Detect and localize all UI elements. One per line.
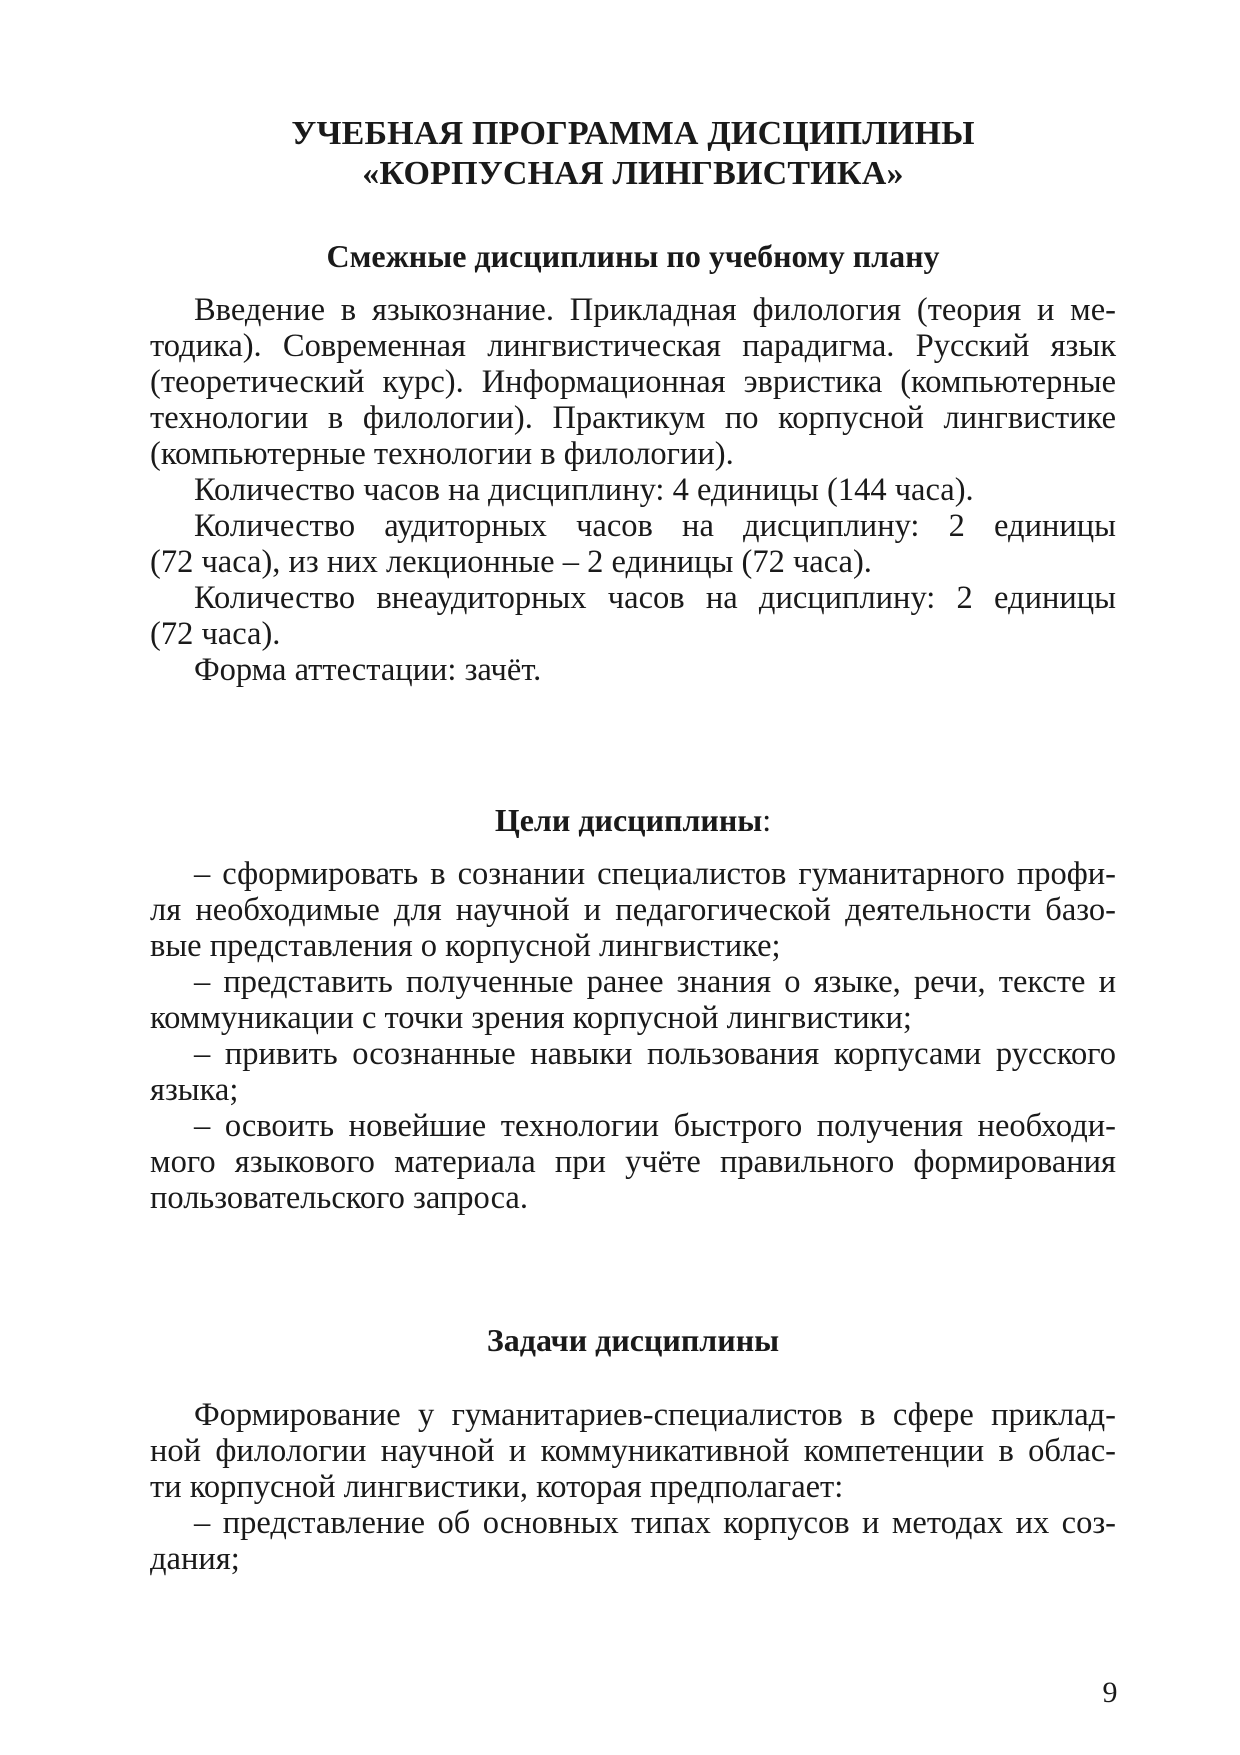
goals-line-6: – привить осознанные навыки пользования корпусами русского (194, 1036, 1116, 1072)
page-number: 9 (1102, 1676, 1118, 1709)
document-title-line-1: УЧЕБНАЯ ПРОГРАММА ДИСЦИПЛИНЫ (291, 115, 975, 152)
hours-extra-line-1: Количество внеаудиторных часов на дисциплину: 2 единицы (194, 580, 1116, 616)
goals-line-10: пользовательского запроса. (150, 1180, 528, 1216)
related-line-4: технологии в филологии). Практикум по корпусной лингвистике (150, 400, 1116, 436)
heading-related-disciplines: Смежные дисциплины по учебному плану (326, 238, 940, 274)
hours-extra-line-2: (72 часа). (150, 616, 281, 652)
tasks-line-4: – представление об основных типах корпусов и методах их соз- (194, 1505, 1116, 1541)
tasks-line-1: Формирование у гуманитариев-специалистов в сфере приклад- (194, 1397, 1116, 1433)
tasks-line-2: ной филологии научной и коммуникативной компетенции в облас- (150, 1433, 1116, 1469)
goals-line-3: вые представления о корпусной лингвистике; (150, 928, 781, 964)
tasks-line-3: ти корпусной лингвистики, которая предполагает: (150, 1469, 844, 1505)
goals-line-8: – освоить новейшие технологии быстрого получения необходи- (194, 1108, 1116, 1144)
heading-goals (150, 800, 1116, 840)
hours-total: Количество часов на дисциплину: 4 единицы (144 часа). (194, 472, 974, 508)
related-line-3: (теоретический курс). Информационная эвристика (компьютерные (150, 364, 1116, 400)
hours-classroom-line-2: (72 часа), из них лекционные – 2 единицы (72 часа). (150, 544, 872, 580)
related-line-1: Введение в языкознание. Прикладная филология (теория и ме- (194, 292, 1116, 328)
heading-goals-text: Цели дисциплины (494, 802, 763, 838)
attestation-form: Форма аттестации: зачёт. (194, 652, 542, 688)
related-line-5: (компьютерные технологии в филологии). (150, 436, 734, 472)
goals-line-2: ля необходимые для научной и педагогической деятельности базо- (150, 892, 1116, 928)
tasks-line-5: дания; (150, 1541, 240, 1577)
hours-classroom-line-1: Количество аудиторных часов на дисциплину: 2 единицы (194, 508, 1116, 544)
heading-tasks: Задачи дисциплины (486, 1322, 780, 1358)
heading-goals-colon: : (762, 802, 772, 838)
goals-line-5: коммуникации с точки зрения корпусной лингвистики; (150, 1000, 912, 1036)
related-line-2: тодика). Современная лингвистическая парадигма. Русский язык (150, 328, 1116, 364)
goals-line-4: – представить полученные ранее знания о языке, речи, тексте и (194, 964, 1116, 1000)
goals-line-7: языка; (150, 1072, 239, 1108)
goals-line-1: – сформировать в сознании специалистов гуманитарного профи- (194, 856, 1116, 892)
document-title-line-2: «КОРПУСНАЯ ЛИНГВИСТИКА» (362, 155, 904, 192)
goals-line-9: мого языкового материала при учёте правильного формирования (150, 1144, 1116, 1180)
